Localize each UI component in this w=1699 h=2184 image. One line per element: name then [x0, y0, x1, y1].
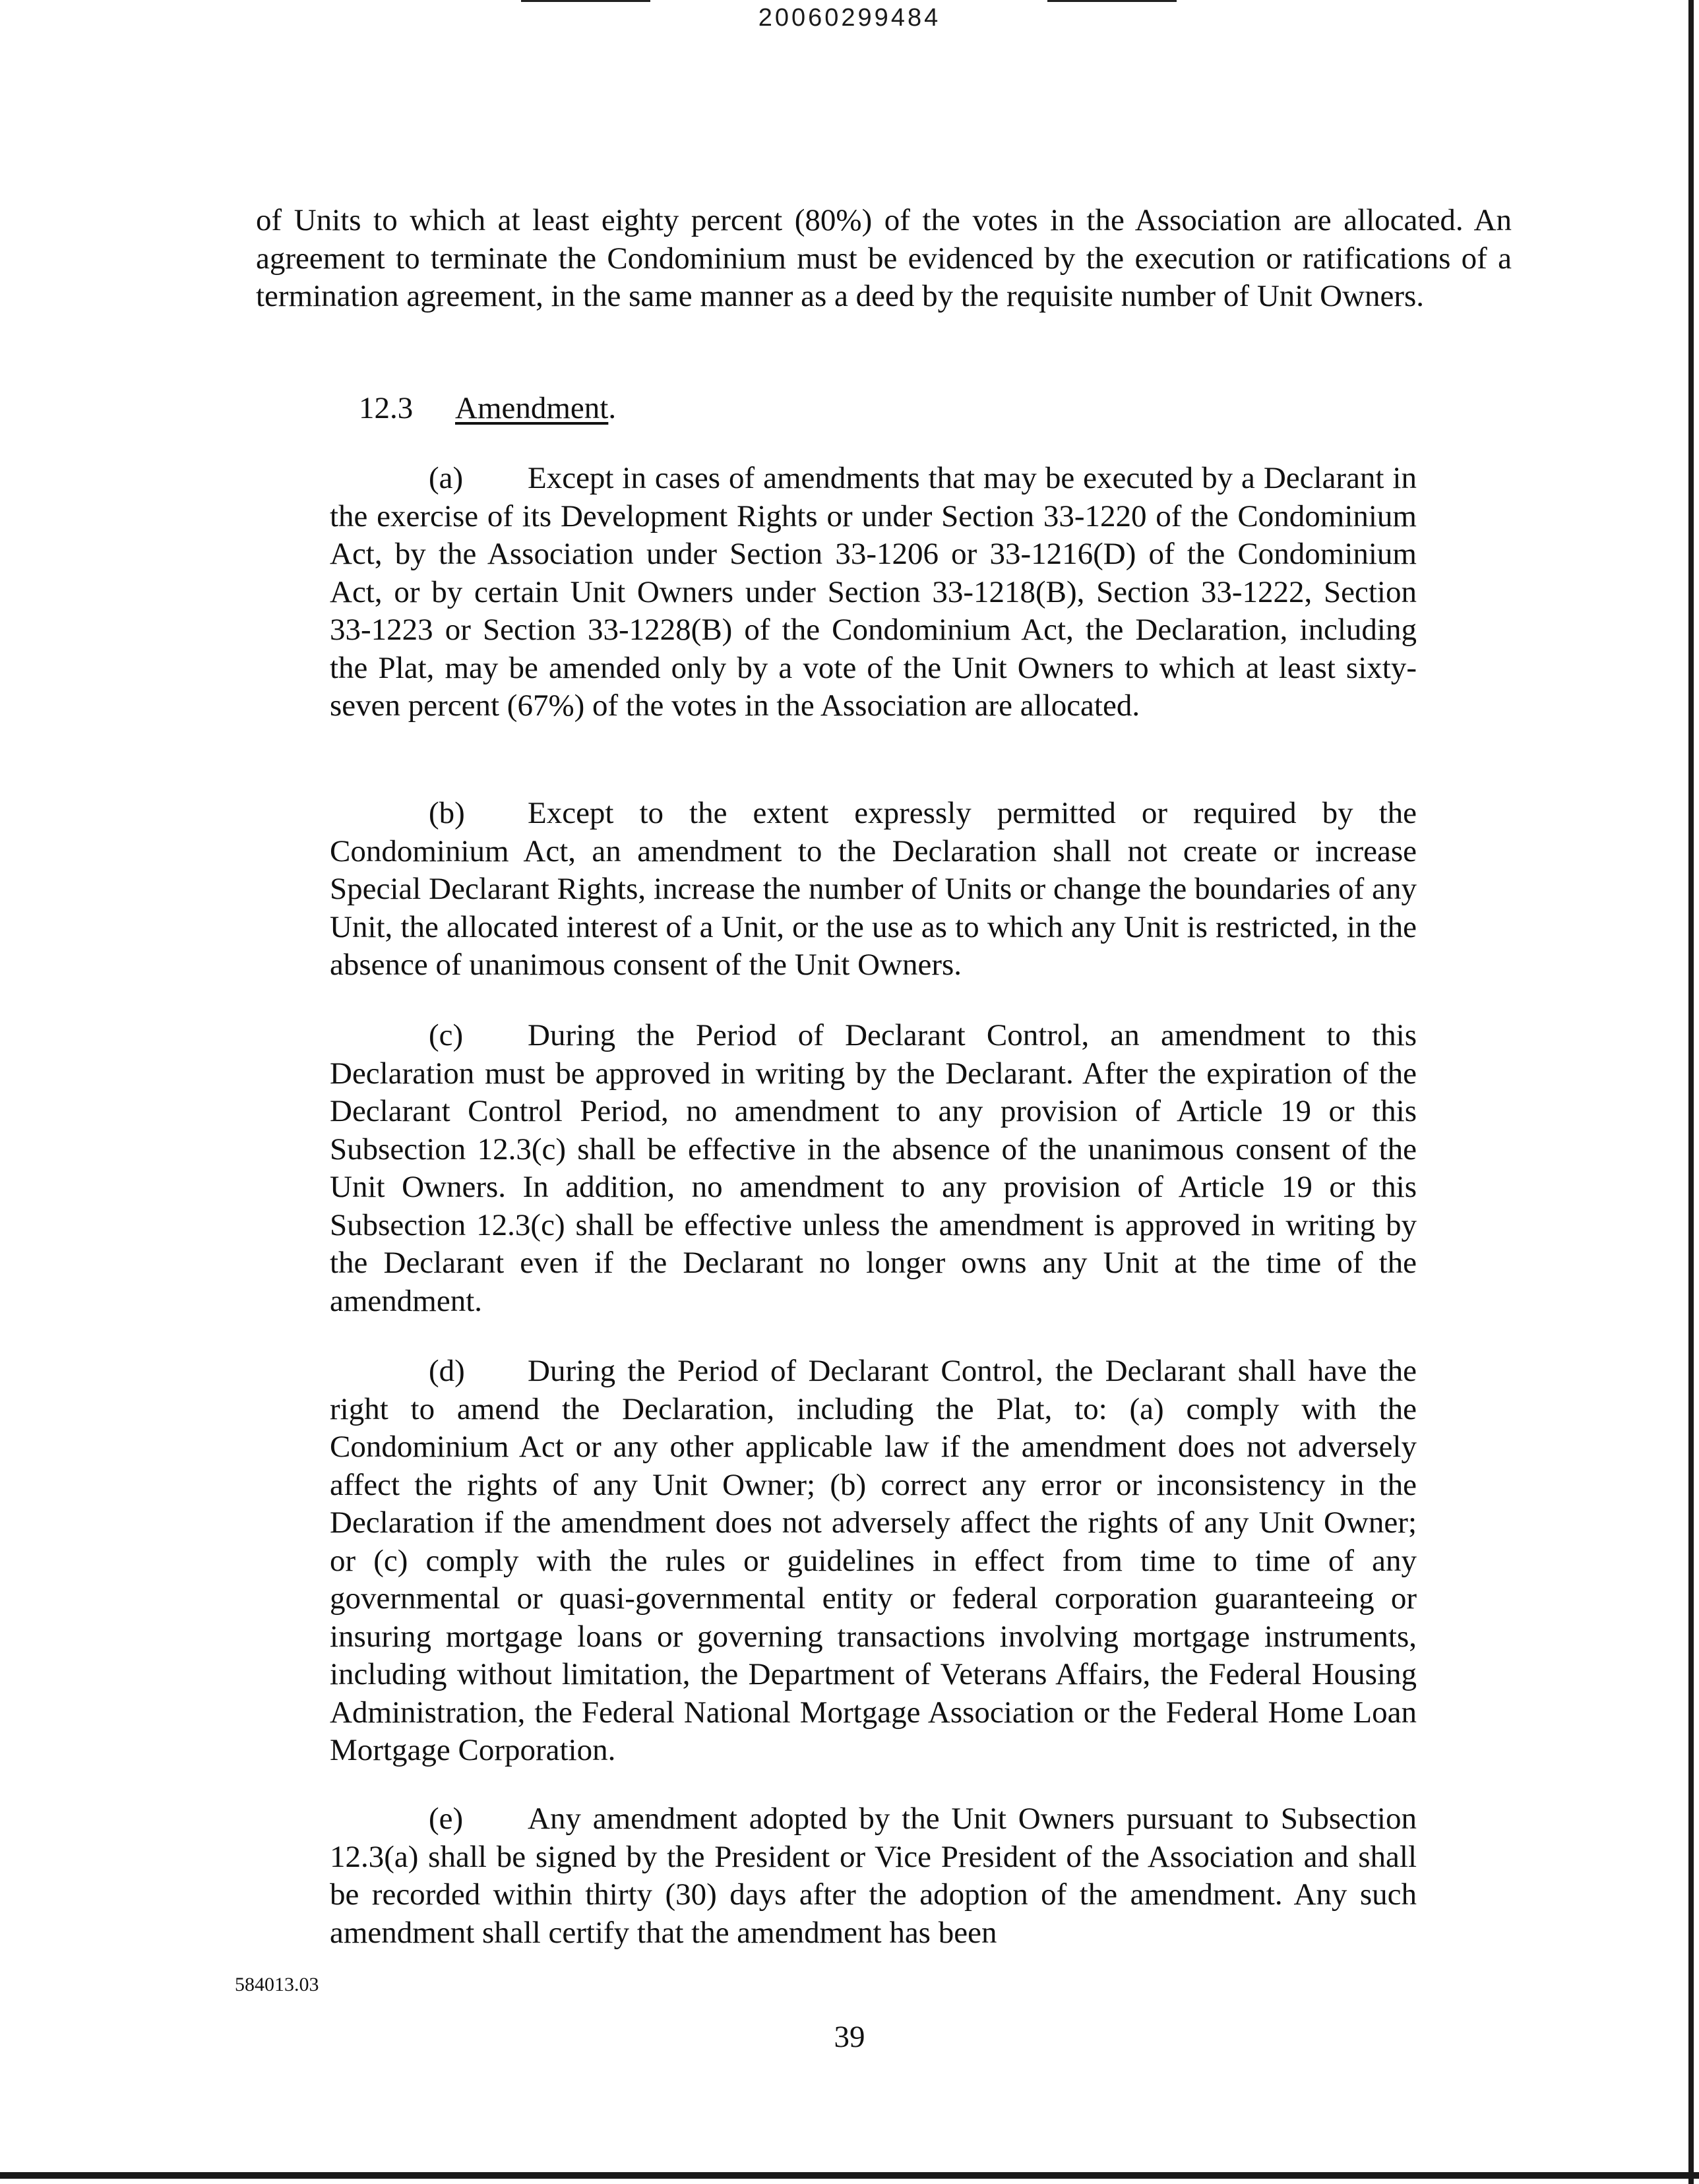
subsection-c-label: (c) [429, 1018, 464, 1052]
subsection-e [330, 1800, 1417, 1952]
subsection-d-text: During the Period of Declarant Control, the Declarant shall have the right to amend the Declaration, including the Plat, to: (a) comply with the Condominium Act or any other applicable law if the amendment does not adversely affect the rights of any Unit Owner; (b) correct any error or inconsistency in the Declaration if the amendment does not adversely affect the rights of any Unit Owner; or (c) comply with the rules or guidelines in effect from time to time of any governmental or quasi-governmental entity or federal corporation guaranteeing or insuring mortgage loans or governing transactions involving mortgage instruments, including without limitation, the Department of Veterans Affairs, the Federal Housing Administration, the Federal National Mortgage Association or the Federal Home Loan Mortgage Corporation. [330, 1354, 1417, 1767]
section-title-period: . [608, 391, 617, 425]
subsection-d-label: (d) [429, 1354, 465, 1388]
scan-border-right [1688, 0, 1694, 2184]
scan-border-bottom [0, 2172, 1699, 2179]
subsection-e-text: Any amendment adopted by the Unit Owners pursuant to Subsection 12.3(a) shall be signed by the President or Vice President of the Association and shall be recorded within thirty (30) days after the adoption of the amendment. Any such amendment shall certify that the amendment has been [330, 1802, 1417, 1950]
subsection-b [330, 795, 1417, 985]
header-rule-left [521, 0, 650, 2]
subsection-b-label: (b) [429, 796, 465, 830]
subsection-c [330, 1017, 1417, 1320]
intro-paragraph: of Units to which at least eighty percent (80%) of the votes in the Association are allocated. An agreement to terminate the Condominium must be evidenced by the execution or ratifications of a termination agreement, in the same manner as a deed by the requisite number of Unit Owners. [256, 203, 1512, 313]
document-code: 584013.03 [235, 1974, 319, 1995]
subsection-b-text: Except to the extent expressly permitted or required by the Condominium Act, an amendment to the Declaration shall not create or increase Special Declarant Rights, increase the number of Units or change the boundaries of any Unit, the allocated interest of a Unit, or the use as to which any Unit is restricted, in the absence of unanimous consent of the Unit Owners. [330, 796, 1417, 982]
page-number: 39 [834, 2020, 865, 2054]
subsection-a-text: Except in cases of amendments that may be executed by a Declarant in the exercise of its Development Rights or under Section 33-1220 of the Condominium Act, by the Association under Section 33-1206 or 33-1216(D) of the Condominium Act, or by certain Unit Owners under Section 33-1218(B), Section 33-1222, Section 33-1223 or Section 33-1228(B) of the Condominium Act, the Declaration, including the Plat, may be amended only by a vote of the Unit Owners to which at least sixty-seven percent (67%) of the votes in the Association are allocated. [330, 461, 1417, 723]
subsection-a-label: (a) [429, 461, 464, 495]
subsection-a [330, 460, 1417, 725]
subsection-d [330, 1352, 1417, 1770]
subsection-c-text: During the Period of Declarant Control, an amendment to this Declaration must be approved in writing by the Declarant. After the expiration of the Declarant Control Period, no amendment to any provision of Article 19 or this Subsection 12.3(c) shall be effective in the absence of the unanimous consent of the Unit Owners. In addition, no amendment to any provision of Article 19 or this Subsection 12.3(c) shall be effective unless the amendment is approved in writing by the Declarant even if the Declarant no longer owns any Unit at the time of the amendment. [330, 1018, 1417, 1318]
section-title: Amendment [455, 391, 609, 425]
header-rule-right [1047, 0, 1177, 2]
section-heading [359, 390, 616, 428]
publication-number: 20060299484 [758, 4, 941, 32]
subsection-e-label: (e) [429, 1802, 464, 1836]
section-number: 12.3 [359, 391, 414, 425]
